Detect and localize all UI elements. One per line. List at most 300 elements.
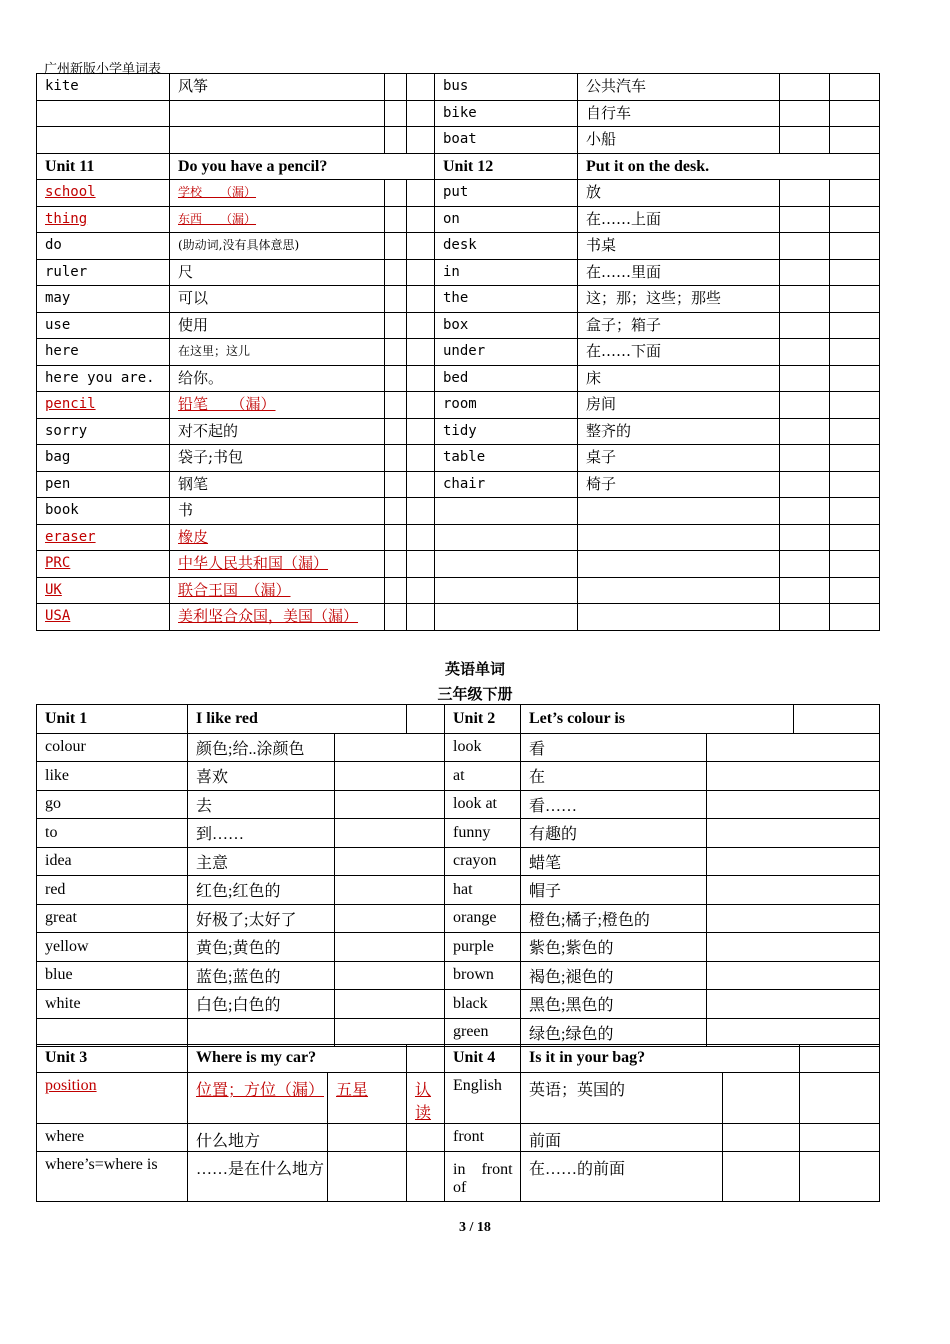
word-cn: 蓝色;蓝色的 <box>188 961 335 990</box>
word-en: pencil <box>37 392 170 419</box>
word-en: look <box>445 733 521 762</box>
blank-cell <box>385 259 407 286</box>
blank-cell <box>707 733 880 762</box>
word-en: here you are. <box>37 365 170 392</box>
blank-cell <box>407 471 435 498</box>
blank-cell <box>830 392 880 419</box>
unit-header-row <box>37 153 880 180</box>
word-en: to <box>37 819 188 848</box>
blank-cell <box>335 790 445 819</box>
word-cn: 橡皮 <box>170 524 385 551</box>
word-cn: 在 <box>521 762 707 791</box>
unit-title: Is it in your bag? <box>521 1045 800 1073</box>
unit-label: Unit 12 <box>435 153 578 180</box>
table-row <box>37 990 880 1019</box>
table-row <box>37 127 880 154</box>
blank-cell <box>385 418 407 445</box>
word-cn: 帽子 <box>521 876 707 905</box>
table-row <box>37 1073 880 1124</box>
blank-cell <box>385 498 407 525</box>
word-en <box>37 1018 188 1047</box>
word-cn: 在这里；这儿 <box>170 339 385 366</box>
word-en: PRC <box>37 551 170 578</box>
page-number: 3 / 18 <box>459 1220 491 1235</box>
word-en: where <box>37 1124 188 1152</box>
word-en: bag <box>37 445 170 472</box>
word-cn <box>170 127 385 154</box>
blank-cell <box>707 790 880 819</box>
word-cn: 这；那；这些；那些 <box>578 286 780 313</box>
table-row <box>37 1018 880 1047</box>
word-cn <box>578 577 780 604</box>
blank-cell <box>335 762 445 791</box>
word-en: in front of <box>445 1152 521 1202</box>
blank-cell <box>830 127 880 154</box>
word-cn: 钢笔 <box>170 471 385 498</box>
blank-cell <box>830 498 880 525</box>
word-en: eraser <box>37 524 170 551</box>
word-en: UK <box>37 577 170 604</box>
word-en: USA <box>37 604 170 631</box>
section-title: 英语单词 <box>444 662 505 678</box>
blank-cell <box>780 577 830 604</box>
word-cn: 中华人民共和国（漏） <box>170 551 385 578</box>
word-en: at <box>445 762 521 791</box>
table-row <box>37 961 880 990</box>
vocab-table-units-1-2 <box>36 704 880 1047</box>
blank-cell <box>335 1018 445 1047</box>
blank-cell <box>830 445 880 472</box>
word-cn: 床 <box>578 365 780 392</box>
blank-cell <box>794 705 880 734</box>
word-en: English <box>445 1073 521 1124</box>
blank-cell <box>830 100 880 127</box>
blank-cell <box>385 604 407 631</box>
blank-cell <box>830 259 880 286</box>
blank-cell <box>407 445 435 472</box>
word-en: crayon <box>445 847 521 876</box>
blank-cell <box>800 1124 880 1152</box>
blank-cell <box>830 74 880 101</box>
blank-cell <box>707 961 880 990</box>
blank-cell <box>407 498 435 525</box>
table-row <box>37 604 880 631</box>
vocab-table-top <box>36 73 880 631</box>
blank-cell <box>780 180 830 207</box>
unit-title: Let’s colour is <box>521 705 794 734</box>
word-en: brown <box>445 961 521 990</box>
table-row <box>37 100 880 127</box>
table-row <box>37 74 880 101</box>
blank-cell <box>407 180 435 207</box>
word-cn: 黑色;黑色的 <box>521 990 707 1019</box>
blank-cell <box>385 74 407 101</box>
word-cn: 公共汽车 <box>578 74 780 101</box>
table-row <box>37 312 880 339</box>
word-cn: 盒子；箱子 <box>578 312 780 339</box>
table-row <box>37 819 880 848</box>
word-cn: ……是在什么地方 <box>188 1152 328 1202</box>
blank-cell <box>407 233 435 260</box>
blank-cell <box>707 904 880 933</box>
table-row <box>37 365 880 392</box>
word-en: bike <box>435 100 578 127</box>
blank-cell <box>830 180 880 207</box>
blank-cell <box>780 524 830 551</box>
word-en: position <box>37 1073 188 1124</box>
blank-cell <box>407 206 435 233</box>
unit-label: Unit 3 <box>37 1045 188 1073</box>
word-en: bus <box>435 74 578 101</box>
table-row <box>37 339 880 366</box>
table-row <box>37 259 880 286</box>
word-cn: 放 <box>578 180 780 207</box>
blank-cell <box>780 127 830 154</box>
word-cn <box>578 524 780 551</box>
word-cn: 书桌 <box>578 233 780 260</box>
blank-cell <box>385 551 407 578</box>
word-cn: 在……下面 <box>578 339 780 366</box>
blank-cell <box>385 206 407 233</box>
blank-cell <box>830 524 880 551</box>
blank-cell <box>707 762 880 791</box>
word-cn: 给你。 <box>170 365 385 392</box>
word-en: like <box>37 762 188 791</box>
table-row <box>37 233 880 260</box>
blank-cell <box>723 1124 800 1152</box>
table-row <box>37 180 880 207</box>
blank-cell <box>780 418 830 445</box>
blank-cell <box>385 233 407 260</box>
blank-cell <box>780 551 830 578</box>
blank-cell <box>780 233 830 260</box>
table-row <box>37 790 880 819</box>
word-en: yellow <box>37 933 188 962</box>
table-row <box>37 762 880 791</box>
blank-cell <box>335 847 445 876</box>
unit-label: Unit 1 <box>37 705 188 734</box>
blank-cell <box>407 577 435 604</box>
unit-label: Unit 2 <box>445 705 521 734</box>
word-en <box>435 604 578 631</box>
word-en <box>37 100 170 127</box>
word-en: under <box>435 339 578 366</box>
blank-cell <box>385 577 407 604</box>
word-cn: 袋子;书包 <box>170 445 385 472</box>
word-en: room <box>435 392 578 419</box>
table-row <box>37 471 880 498</box>
word-en: purple <box>445 933 521 962</box>
word-en <box>37 127 170 154</box>
blank-cell <box>407 705 445 734</box>
blank-cell <box>407 100 435 127</box>
table-row <box>37 286 880 313</box>
blank-cell <box>723 1073 800 1124</box>
word-cn: 风筝 <box>170 74 385 101</box>
word-cn: 喜欢 <box>188 762 335 791</box>
word-en: do <box>37 233 170 260</box>
blank-cell <box>780 392 830 419</box>
table-row <box>37 524 880 551</box>
word-en: go <box>37 790 188 819</box>
word-en: ruler <box>37 259 170 286</box>
word-en: kite <box>37 74 170 101</box>
blank-cell <box>335 733 445 762</box>
blank-cell <box>707 819 880 848</box>
blank-cell <box>780 286 830 313</box>
blank-cell <box>830 471 880 498</box>
blank-cell <box>780 100 830 127</box>
blank-cell <box>335 819 445 848</box>
word-en: idea <box>37 847 188 876</box>
word-cn: 黄色;黄色的 <box>188 933 335 962</box>
word-cn: 前面 <box>521 1124 723 1152</box>
blank-cell <box>780 312 830 339</box>
table-row <box>37 904 880 933</box>
blank-cell <box>780 498 830 525</box>
table-row <box>37 551 880 578</box>
table-row <box>37 418 880 445</box>
word-en: front <box>445 1124 521 1152</box>
blank-cell <box>830 551 880 578</box>
blank-cell <box>407 551 435 578</box>
word-cn: 尺 <box>170 259 385 286</box>
blank-cell <box>407 365 435 392</box>
word-en <box>435 524 578 551</box>
word-en: black <box>445 990 521 1019</box>
word-cn: 自行车 <box>578 100 780 127</box>
blank-cell <box>335 876 445 905</box>
blank-cell <box>780 604 830 631</box>
word-cn: 主意 <box>188 847 335 876</box>
unit-title: Do you have a pencil? <box>170 153 435 180</box>
unit-title: Where is my car? <box>188 1045 407 1073</box>
blank-cell <box>385 286 407 313</box>
word-cn: 对不起的 <box>170 418 385 445</box>
blank-cell <box>780 471 830 498</box>
word-en: sorry <box>37 418 170 445</box>
table-row <box>37 933 880 962</box>
word-cn: 英语；英国的 <box>521 1073 723 1124</box>
blank-cell <box>407 127 435 154</box>
word-en: book <box>37 498 170 525</box>
blank-cell <box>335 990 445 1019</box>
blank-cell <box>385 100 407 127</box>
word-en: put <box>435 180 578 207</box>
table-row <box>37 392 880 419</box>
blank-cell <box>830 604 880 631</box>
blank-cell <box>407 339 435 366</box>
blank-cell <box>707 990 880 1019</box>
blank-cell <box>780 74 830 101</box>
blank-cell <box>385 365 407 392</box>
word-en: where’s=where is <box>37 1152 188 1202</box>
section-subtitle: 三年级下册 <box>437 687 513 703</box>
word-cn: 看 <box>521 733 707 762</box>
word-cn <box>578 498 780 525</box>
read-level: 认读 <box>407 1073 445 1124</box>
blank-cell <box>707 933 880 962</box>
word-en: tidy <box>435 418 578 445</box>
blank-cell <box>800 1073 880 1124</box>
blank-cell <box>780 339 830 366</box>
word-cn: 整齐的 <box>578 418 780 445</box>
blank-cell <box>407 418 435 445</box>
word-en: here <box>37 339 170 366</box>
word-en: thing <box>37 206 170 233</box>
blank-cell <box>385 471 407 498</box>
blank-cell <box>385 524 407 551</box>
word-cn: 好极了;太好了 <box>188 904 335 933</box>
table-row <box>37 1124 880 1152</box>
blank-cell <box>385 127 407 154</box>
word-cn: 位置；方位（漏） <box>188 1073 328 1124</box>
word-cn: (助动词,没有具体意思) <box>170 233 385 260</box>
unit-label: Unit 11 <box>37 153 170 180</box>
word-cn: 铅笔 （漏） <box>170 392 385 419</box>
blank-cell <box>830 233 880 260</box>
word-en: school <box>37 180 170 207</box>
blank-cell <box>800 1152 880 1202</box>
blank-cell <box>830 418 880 445</box>
word-en: green <box>445 1018 521 1047</box>
blank-cell <box>335 904 445 933</box>
blank-cell <box>830 206 880 233</box>
blank-cell <box>407 259 435 286</box>
blank-cell <box>385 180 407 207</box>
word-cn <box>578 551 780 578</box>
table-row <box>37 498 880 525</box>
blank-cell <box>780 259 830 286</box>
word-en: great <box>37 904 188 933</box>
blank-cell <box>707 876 880 905</box>
word-cn: 白色;白色的 <box>188 990 335 1019</box>
word-en: table <box>435 445 578 472</box>
word-cn: 桌子 <box>578 445 780 472</box>
word-cn <box>578 604 780 631</box>
word-en: use <box>37 312 170 339</box>
table-row <box>37 577 880 604</box>
blank-cell <box>830 365 880 392</box>
blank-cell <box>407 524 435 551</box>
word-cn: 联合王国 （漏） <box>170 577 385 604</box>
word-en: may <box>37 286 170 313</box>
word-en: white <box>37 990 188 1019</box>
blank-cell <box>385 339 407 366</box>
word-cn: 红色;红色的 <box>188 876 335 905</box>
word-en: in <box>435 259 578 286</box>
word-cn: 颜色;给..涂颜色 <box>188 733 335 762</box>
word-cn: 看…… <box>521 790 707 819</box>
word-en: funny <box>445 819 521 848</box>
blank-cell <box>407 604 435 631</box>
blank-cell <box>385 392 407 419</box>
word-en: hat <box>445 876 521 905</box>
word-cn: 学校 （漏） <box>170 180 385 207</box>
blank-cell <box>723 1152 800 1202</box>
word-cn: 蜡笔 <box>521 847 707 876</box>
blank-cell <box>335 933 445 962</box>
read-level <box>407 1152 445 1202</box>
word-en: colour <box>37 733 188 762</box>
word-en <box>435 551 578 578</box>
word-cn: 有趣的 <box>521 819 707 848</box>
word-en: pen <box>37 471 170 498</box>
word-en: red <box>37 876 188 905</box>
star-rating <box>328 1124 407 1152</box>
star-rating <box>328 1152 407 1202</box>
blank-cell <box>407 74 435 101</box>
word-en: blue <box>37 961 188 990</box>
word-cn: 橙色;橘子;橙色的 <box>521 904 707 933</box>
blank-cell <box>830 339 880 366</box>
word-en: bed <box>435 365 578 392</box>
word-cn: 绿色;绿色的 <box>521 1018 707 1047</box>
word-en: orange <box>445 904 521 933</box>
word-cn: 椅子 <box>578 471 780 498</box>
table-row <box>37 206 880 233</box>
unit-header-row <box>37 1045 880 1073</box>
word-cn: 东西 （漏） <box>170 206 385 233</box>
word-cn: 什么地方 <box>188 1124 328 1152</box>
blank-cell <box>385 445 407 472</box>
unit-title: I like red <box>188 705 407 734</box>
word-cn: 使用 <box>170 312 385 339</box>
table-row <box>37 876 880 905</box>
word-cn: 房间 <box>578 392 780 419</box>
word-cn: 到…… <box>188 819 335 848</box>
word-cn: 去 <box>188 790 335 819</box>
table-row <box>37 733 880 762</box>
blank-cell <box>385 312 407 339</box>
star-rating: 五星 <box>328 1073 407 1124</box>
word-cn: 在……上面 <box>578 206 780 233</box>
word-en: desk <box>435 233 578 260</box>
word-cn <box>170 100 385 127</box>
word-en <box>435 498 578 525</box>
blank-cell <box>407 392 435 419</box>
word-cn: 褐色;褪色的 <box>521 961 707 990</box>
word-en: on <box>435 206 578 233</box>
word-cn: 在……的前面 <box>521 1152 723 1202</box>
blank-cell <box>780 206 830 233</box>
blank-cell <box>407 1045 445 1073</box>
blank-cell <box>707 1018 880 1047</box>
word-en: look at <box>445 790 521 819</box>
blank-cell <box>830 577 880 604</box>
table-row <box>37 445 880 472</box>
unit-label: Unit 4 <box>445 1045 521 1073</box>
blank-cell <box>780 445 830 472</box>
word-cn: 小船 <box>578 127 780 154</box>
vocab-table-units-3-4 <box>36 1044 880 1202</box>
word-cn: 美利坚合众国，美国（漏） <box>170 604 385 631</box>
document-header: 广州新版小学单词表 <box>44 62 162 77</box>
unit-header-row <box>37 705 880 734</box>
blank-cell <box>830 286 880 313</box>
blank-cell <box>830 312 880 339</box>
word-en: boat <box>435 127 578 154</box>
word-en: chair <box>435 471 578 498</box>
blank-cell <box>800 1045 880 1073</box>
word-cn: 可以 <box>170 286 385 313</box>
blank-cell <box>335 961 445 990</box>
word-cn: 在……里面 <box>578 259 780 286</box>
blank-cell <box>407 286 435 313</box>
blank-cell <box>407 312 435 339</box>
blank-cell <box>780 365 830 392</box>
word-cn: 紫色;紫色的 <box>521 933 707 962</box>
